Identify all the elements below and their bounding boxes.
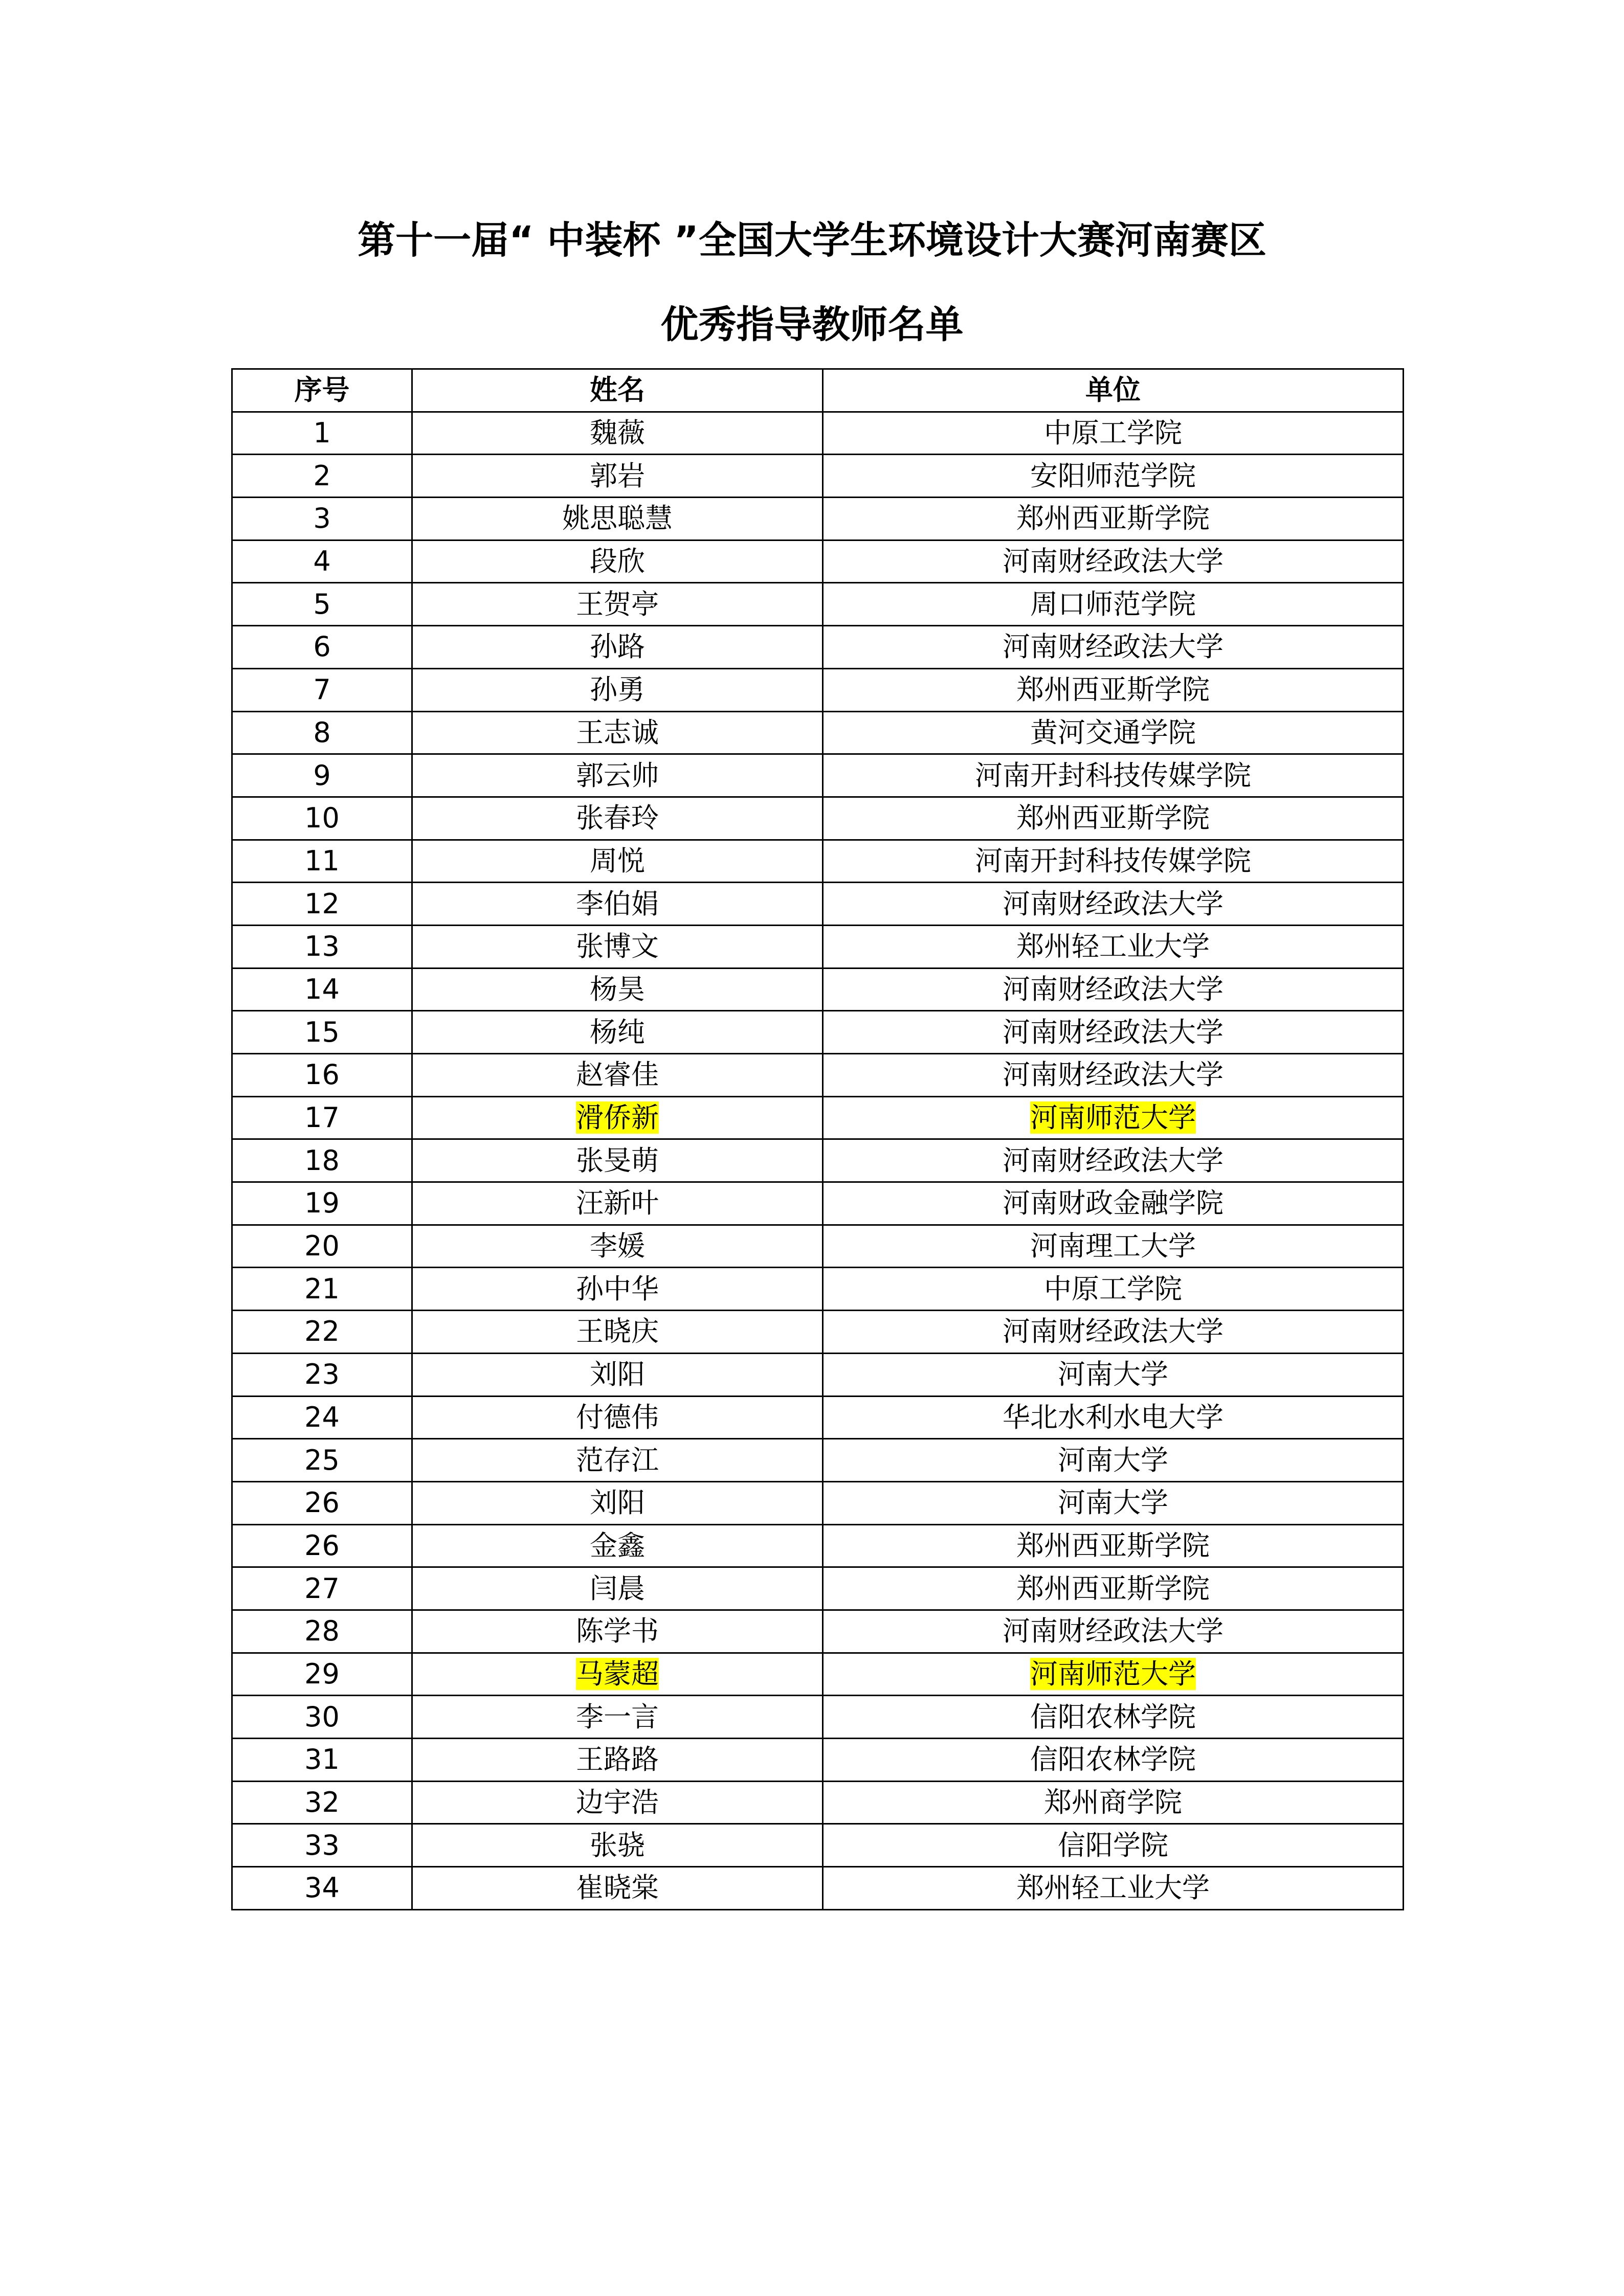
table-body [232,412,1404,1909]
row-number-cell: 26 [232,1481,412,1524]
row-unit-cell [823,668,1404,711]
row-number-cell: 27 [232,1567,412,1610]
school-name: 河南师范大学 [1030,1657,1196,1690]
row-name-cell [412,711,823,754]
row-number-cell: 25 [232,1439,412,1482]
row-unit-cell [823,1225,1404,1268]
row-name-cell [412,1439,823,1482]
row-unit-cell [823,883,1404,926]
row-name-cell [412,1353,823,1396]
row-unit-cell [823,540,1404,583]
table-row [232,1696,1404,1739]
row-number-cell: 19 [232,1182,412,1225]
table-row [232,1824,1404,1867]
teacher-name: 王贺亭 [576,588,659,620]
row-unit-cell [823,1610,1404,1653]
header-unit: 单位 [823,369,1404,412]
teacher-name: 范存江 [576,1444,659,1476]
teacher-name: 金鑫 [590,1529,645,1562]
school-name: 河南财经政法大学 [1003,1144,1223,1177]
teacher-name: 张春玲 [576,802,659,835]
school-name: 郑州西亚斯学院 [1016,502,1210,535]
school-name: 郑州西亚斯学院 [1016,1572,1210,1605]
row-name-cell [412,1696,823,1739]
teacher-name: 马蒙超 [576,1657,659,1690]
header-number: 序号 [232,369,412,412]
row-number-cell: 22 [232,1311,412,1354]
school-name: 河南开封科技传媒学院 [975,759,1251,792]
row-unit-cell [823,1867,1404,1910]
teacher-name: 郭岩 [590,459,645,492]
row-name-cell [412,1481,823,1524]
table-row [232,1225,1404,1268]
school-name: 河南理工大学 [1030,1230,1196,1263]
row-unit-cell [823,583,1404,626]
school-name: 河南大学 [1058,1444,1168,1476]
row-unit-cell [823,1524,1404,1567]
teacher-name: 陈学书 [576,1615,659,1648]
row-number-cell: 10 [232,797,412,840]
table-row [232,968,1404,1011]
school-name: 中原工学院 [1044,1272,1182,1305]
row-number-cell: 11 [232,840,412,883]
row-number-cell: 20 [232,1225,412,1268]
teacher-name: 崔晓棠 [576,1872,659,1904]
school-name: 河南财经政法大学 [1003,887,1223,920]
row-number-cell: 14 [232,968,412,1011]
teacher-name: 闫晨 [590,1572,645,1605]
row-number-cell: 21 [232,1268,412,1311]
school-name: 河南财经政法大学 [1003,1059,1223,1091]
row-number-cell: 24 [232,1396,412,1439]
table-row [232,626,1404,669]
school-name: 黄河交通学院 [1030,716,1196,749]
table-row [232,540,1404,583]
teacher-name: 杨纯 [590,1016,645,1048]
teacher-name: 李伯娟 [576,887,659,920]
teacher-name: 王晓庆 [576,1315,659,1348]
school-name: 河南财政金融学院 [1003,1187,1223,1220]
teacher-name: 边宇浩 [576,1786,659,1819]
table-row [232,412,1404,455]
teacher-name: 孙路 [590,631,645,663]
row-unit-cell [823,1781,1404,1824]
teacher-name: 赵睿佳 [576,1059,659,1091]
row-name-cell [412,1396,823,1439]
table-row [232,711,1404,754]
row-number-cell: 2 [232,455,412,498]
table-row [232,1610,1404,1653]
school-name: 河南大学 [1058,1358,1168,1391]
row-unit-cell [823,1268,1404,1311]
school-name: 河南师范大学 [1030,1101,1196,1134]
row-name-cell [412,1653,823,1696]
school-name: 河南财经政法大学 [1003,545,1223,578]
school-name: 郑州商学院 [1044,1786,1182,1819]
row-name-cell [412,925,823,968]
row-number-cell: 1 [232,412,412,455]
teacher-name: 孙中华 [576,1272,659,1305]
row-unit-cell [823,1824,1404,1867]
table-row [232,1867,1404,1910]
table-row [232,498,1404,541]
school-name: 河南财经政法大学 [1003,973,1223,1005]
teacher-name: 刘阳 [590,1358,645,1391]
table-row [232,840,1404,883]
row-unit-cell [823,1653,1404,1696]
teacher-name: 付德伟 [576,1401,659,1433]
row-unit-cell [823,968,1404,1011]
teacher-name: 段欣 [590,545,645,578]
teacher-name: 李一言 [576,1700,659,1733]
table-row [232,1353,1404,1396]
row-name-cell [412,455,823,498]
row-name-cell [412,1225,823,1268]
school-name: 郑州轻工业大学 [1016,1872,1210,1904]
row-unit-cell [823,1182,1404,1225]
row-name-cell [412,1139,823,1182]
row-name-cell [412,1524,823,1567]
row-number-cell: 16 [232,1054,412,1097]
row-number-cell: 29 [232,1653,412,1696]
row-unit-cell [823,925,1404,968]
row-unit-cell [823,1054,1404,1097]
row-unit-cell [823,412,1404,455]
table-row [232,754,1404,797]
row-number-cell: 3 [232,498,412,541]
row-number-cell: 8 [232,711,412,754]
school-name: 河南财经政法大学 [1003,1016,1223,1048]
teacher-name: 杨昊 [590,973,645,1005]
teacher-name: 魏薇 [590,417,645,449]
row-number-cell: 15 [232,1011,412,1054]
document-subtitle: 优秀指导教师名单 [660,303,964,347]
row-name-cell [412,840,823,883]
row-name-cell [412,1311,823,1354]
table-row [232,1396,1404,1439]
teacher-name: 张骁 [590,1829,645,1861]
school-name: 河南大学 [1058,1487,1168,1519]
header-name: 姓名 [412,369,823,412]
school-name: 信阳农林学院 [1030,1700,1196,1733]
row-number-cell: 13 [232,925,412,968]
row-number-cell: 34 [232,1867,412,1910]
teacher-name: 王路路 [576,1743,659,1776]
school-name: 中原工学院 [1044,417,1182,449]
row-number-cell: 5 [232,583,412,626]
school-name: 信阳农林学院 [1030,1743,1196,1776]
row-number-cell: 31 [232,1739,412,1782]
row-name-cell [412,668,823,711]
school-name: 信阳学院 [1058,1829,1168,1861]
table-row [232,1781,1404,1824]
row-number-cell: 7 [232,668,412,711]
row-number-cell: 23 [232,1353,412,1396]
row-name-cell [412,498,823,541]
row-number-cell: 9 [232,754,412,797]
school-name: 周口师范学院 [1030,588,1196,620]
teacher-name: 姚思聪慧 [562,502,673,535]
row-unit-cell [823,711,1404,754]
row-name-cell [412,1824,823,1867]
row-unit-cell [823,1481,1404,1524]
row-unit-cell [823,1096,1404,1139]
table-row [232,1011,1404,1054]
row-number-cell: 30 [232,1696,412,1739]
table-row [232,925,1404,968]
row-unit-cell [823,1396,1404,1439]
teacher-name: 王志诚 [576,716,659,749]
row-name-cell [412,1610,823,1653]
table-row [232,668,1404,711]
row-number-cell: 4 [232,540,412,583]
row-unit-cell [823,754,1404,797]
table-row [232,797,1404,840]
row-number-cell: 32 [232,1781,412,1824]
row-unit-cell [823,626,1404,669]
table-row [232,1439,1404,1482]
row-unit-cell [823,455,1404,498]
header-row [232,369,1404,412]
row-name-cell [412,540,823,583]
row-unit-cell [823,1567,1404,1610]
row-name-cell [412,626,823,669]
table-row [232,1524,1404,1567]
row-unit-cell [823,1139,1404,1182]
row-unit-cell [823,1011,1404,1054]
row-unit-cell [823,1739,1404,1782]
table-row [232,1096,1404,1139]
row-name-cell [412,1011,823,1054]
row-unit-cell [823,840,1404,883]
row-unit-cell [823,1696,1404,1739]
document-title: 第十一届“ 中装杯 ”全国大学生环境设计大赛河南赛区 [358,218,1266,262]
row-number-cell: 18 [232,1139,412,1182]
teacher-roster-table [231,368,1404,1910]
row-name-cell [412,1268,823,1311]
row-name-cell [412,1739,823,1782]
row-number-cell: 26 [232,1524,412,1567]
row-number-cell: 28 [232,1610,412,1653]
row-unit-cell [823,797,1404,840]
table-row [232,1481,1404,1524]
row-name-cell [412,1054,823,1097]
row-name-cell [412,583,823,626]
teacher-name: 滑侨新 [576,1101,659,1134]
table-row [232,1139,1404,1182]
teacher-name: 周悦 [590,844,645,877]
teacher-name: 张博文 [576,930,659,963]
teacher-name: 刘阳 [590,1487,645,1519]
row-name-cell [412,412,823,455]
teacher-name: 张旻萌 [576,1144,659,1177]
row-number-cell: 17 [232,1096,412,1139]
row-name-cell [412,968,823,1011]
row-name-cell [412,797,823,840]
row-number-cell: 6 [232,626,412,669]
school-name: 华北水利水电大学 [1003,1401,1223,1433]
table-row [232,1311,1404,1354]
table-row [232,1653,1404,1696]
table-row [232,1182,1404,1225]
row-name-cell [412,754,823,797]
row-unit-cell [823,498,1404,541]
row-name-cell [412,1096,823,1139]
school-name: 河南财经政法大学 [1003,631,1223,663]
row-name-cell [412,1567,823,1610]
teacher-name: 孙勇 [590,673,645,706]
school-name: 河南财经政法大学 [1003,1615,1223,1648]
school-name: 河南财经政法大学 [1003,1315,1223,1348]
row-name-cell [412,1182,823,1225]
table-row [232,455,1404,498]
row-unit-cell [823,1353,1404,1396]
school-name: 郑州西亚斯学院 [1016,1529,1210,1562]
table-row [232,1268,1404,1311]
table-row [232,1054,1404,1097]
row-unit-cell [823,1311,1404,1354]
table-row [232,1739,1404,1782]
row-number-cell: 12 [232,883,412,926]
teacher-name: 李媛 [590,1230,645,1263]
teacher-name: 郭云帅 [576,759,659,792]
school-name: 郑州轻工业大学 [1016,930,1210,963]
table-row [232,883,1404,926]
table-row [232,1567,1404,1610]
row-name-cell [412,1781,823,1824]
school-name: 郑州西亚斯学院 [1016,802,1210,835]
row-unit-cell [823,1439,1404,1482]
row-name-cell [412,1867,823,1910]
teacher-name: 汪新叶 [576,1187,659,1220]
school-name: 河南开封科技传媒学院 [975,844,1251,877]
row-number-cell: 33 [232,1824,412,1867]
school-name: 郑州西亚斯学院 [1016,673,1210,706]
table-header [232,369,1404,412]
table-row [232,583,1404,626]
school-name: 安阳师范学院 [1030,459,1196,492]
row-name-cell [412,883,823,926]
